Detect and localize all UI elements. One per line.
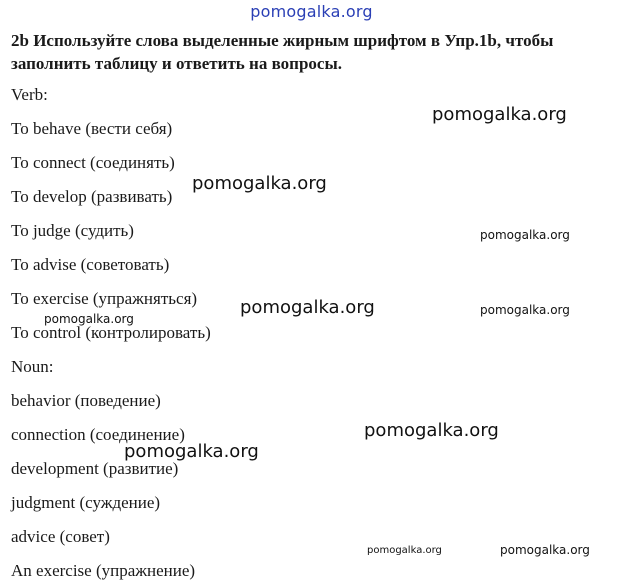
- verb-item: To develop (развивать): [11, 187, 173, 206]
- noun-item: judgment (суждение): [11, 493, 161, 512]
- verb-item: To advise (советовать): [11, 255, 170, 274]
- verb-item: To connect (соединять): [11, 153, 175, 172]
- watermark: pomogalka.org: [44, 312, 134, 326]
- exercise-heading: 2b Используйте слова выделенные жирным шрифтом в Упр.1b, чтобы заполнить таблицу и ответить на вопросы.: [11, 31, 554, 73]
- watermark: pomogalka.org: [432, 104, 567, 125]
- watermark: pomogalka.org: [364, 420, 499, 441]
- watermark: pomogalka.org: [240, 297, 375, 318]
- watermark: pomogalka.org: [124, 441, 259, 462]
- verb-item: To judge (судить): [11, 221, 134, 240]
- watermark: pomogalka.org: [500, 543, 590, 557]
- noun-label: Noun:: [11, 357, 54, 376]
- noun-item: advice (совет): [11, 527, 110, 546]
- verb-item: To behave (вести себя): [11, 119, 173, 138]
- verb-item: To exercise (упражняться): [11, 289, 198, 308]
- watermark: pomogalka.org: [480, 303, 570, 317]
- watermark: pomogalka.org: [367, 545, 442, 556]
- site-watermark-top: pomogalka.org: [250, 2, 373, 21]
- noun-item: An exercise (упражнение): [11, 561, 196, 580]
- watermark: pomogalka.org: [192, 173, 327, 194]
- noun-item: behavior (поведение): [11, 391, 161, 410]
- verb-item: To control (контролировать): [11, 323, 211, 342]
- verb-label: Verb:: [11, 85, 48, 104]
- noun-item: development (развитие): [11, 459, 179, 478]
- noun-item: connection (соединение): [11, 425, 185, 444]
- watermark: pomogalka.org: [480, 228, 570, 242]
